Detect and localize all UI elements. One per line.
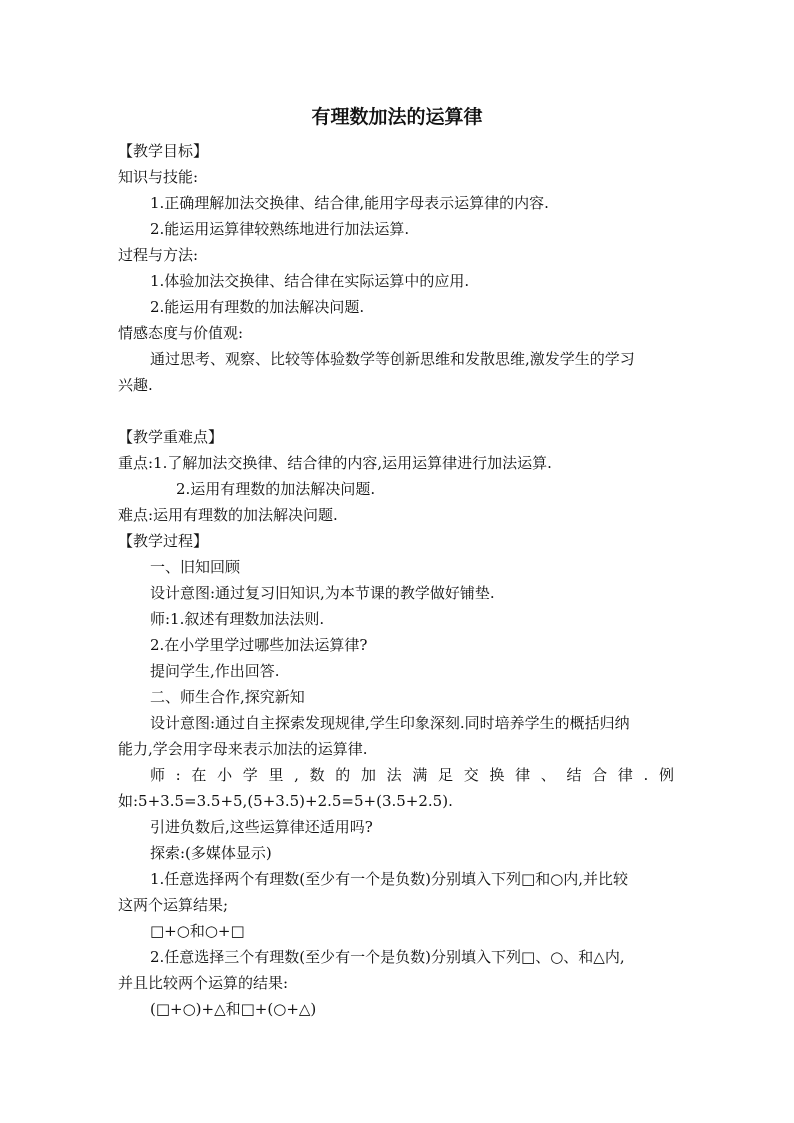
- difficulty-point: 难点:运用有理数的加法解决问题.: [118, 506, 338, 524]
- process-method-label: 过程与方法:: [118, 246, 199, 264]
- expression-1: □+○和○+□: [150, 922, 245, 940]
- expression-2: (□+○)+△和□+(○+△): [150, 1000, 317, 1018]
- design-intent-2-line-2: 能力,学会用字母来表示加法的运算律.: [118, 740, 368, 758]
- attitude-label: 情感态度与价值观:: [118, 324, 244, 342]
- design-intent-2-line-1: 设计意图:通过自主探索发现规律,学生印象深刻.同时培养学生的概括归纳: [150, 714, 630, 732]
- ask-students-text: 提问学生,作出回答.: [150, 662, 280, 680]
- teacher-explanation-line-2: 如:5+3.5=3.5+5,(5+3.5)+2.5=5+(3.5+2.5).: [118, 792, 453, 810]
- document-title: 有理数加法的运算律: [311, 106, 483, 128]
- process-heading: 【教学过程】: [118, 532, 209, 550]
- teacher-explanation-line-1: 师:在小学里,数的加法满足交换律、结合律.例: [150, 766, 674, 784]
- explore-label: 探索:(多媒体显示): [150, 844, 272, 862]
- task-1-line-2: 这两个运算结果;: [118, 896, 229, 914]
- task-2-line-1: 2.任意选择三个有理数(至少有一个是负数)分别填入下列□、○、和△内,: [150, 948, 625, 966]
- knowledge-label: 知识与技能:: [118, 168, 199, 186]
- design-intent-1: 设计意图:通过复习旧知识,为本节课的教学做好铺垫.: [150, 584, 495, 602]
- key-point-2: 2.运用有理数的加法解决问题.: [176, 480, 376, 498]
- process-method-item-2: 2.能运用有理数的加法解决问题.: [150, 298, 365, 316]
- key-points-heading: 【教学重难点】: [118, 428, 224, 446]
- key-point-1: 重点:1.了解加法交换律、结合律的内容,运用运算律进行加法运算.: [118, 454, 552, 472]
- attitude-text-line-1: 通过思考、观察、比较等体验数学等创新思维和发散思维,激发学生的学习: [150, 350, 635, 368]
- knowledge-item-2: 2.能运用运算律较熟练地进行加法运算.: [150, 220, 410, 238]
- negative-number-question: 引进负数后,这些运算律还适用吗?: [150, 818, 373, 836]
- teacher-prompt-2: 2.在小学里学过哪些加法运算律?: [150, 636, 368, 654]
- objectives-heading: 【教学目标】: [118, 142, 209, 160]
- task-1-line-1: 1.任意选择两个有理数(至少有一个是负数)分别填入下列□和○内,并比较: [150, 870, 629, 888]
- attitude-text-line-2: 兴趣.: [118, 376, 153, 394]
- task-2-line-2: 并且比较两个运算的结果:: [118, 974, 289, 992]
- knowledge-item-1: 1.正确理解加法交换律、结合律,能用字母表示运算律的内容.: [150, 194, 549, 212]
- section-1-title: 一、旧知回顾: [150, 558, 241, 576]
- process-method-item-1: 1.体验加法交换律、结合律在实际运算中的应用.: [150, 272, 470, 290]
- teacher-prompt-1: 师:1.叙述有理数加法法则.: [150, 610, 325, 628]
- section-2-title: 二、师生合作,探究新知: [150, 688, 305, 706]
